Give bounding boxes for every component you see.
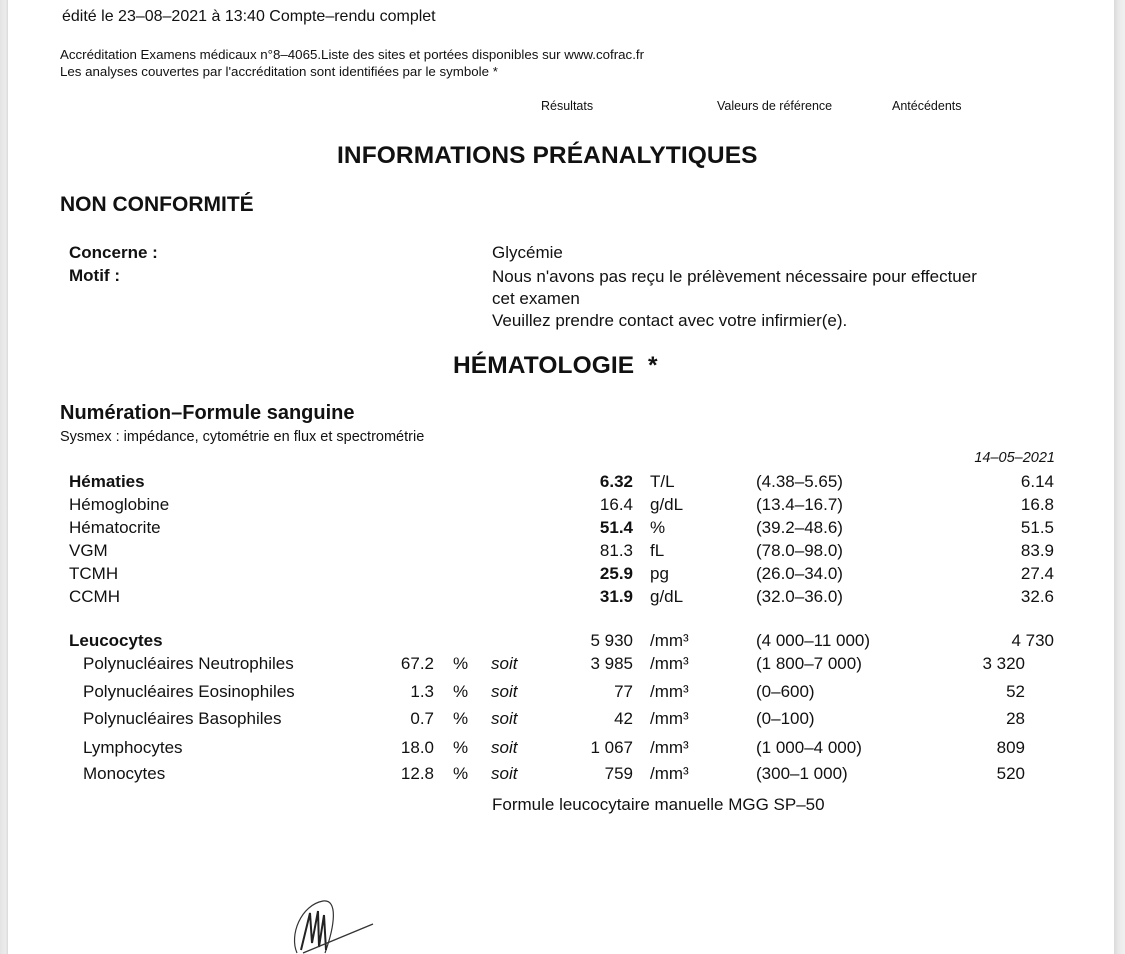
rbc-row-value: 81.3	[599, 541, 633, 560]
leucocytes-reference: (4 000–11 000)	[756, 631, 871, 650]
edited-timestamp: édité le 23–08–2021 à 13:40 Compte–rendu complet	[62, 8, 436, 25]
rbc-row-name: TCMH	[69, 564, 119, 583]
wbc-row-percent-unit: %	[453, 654, 469, 673]
viewer-scrollbar[interactable]	[1114, 0, 1125, 954]
rbc-row-value: 6.32	[599, 472, 633, 491]
wbc-row-percent: 18.0	[400, 738, 434, 757]
rbc-row-unit: fL	[650, 541, 665, 560]
wbc-row-reference: (1 800–7 000)	[756, 654, 862, 673]
wbc-row-percent-unit: %	[453, 764, 469, 783]
wbc-row-previous: 3 320	[982, 654, 1025, 673]
report-page	[8, 0, 1114, 954]
wbc-row-percent: 67.2	[400, 654, 434, 673]
wbc-row-previous: 809	[996, 738, 1025, 757]
rbc-row-previous: 6.14	[1020, 472, 1054, 491]
leucocytes-value: 5 930	[590, 631, 633, 650]
test-section-title: Numération–Formule sanguine	[60, 402, 355, 424]
rbc-row-previous: 83.9	[1020, 541, 1054, 560]
wbc-row-soit: soit	[491, 682, 518, 701]
rbc-row-reference: (4.38–5.65)	[756, 472, 843, 491]
wbc-row-percent: 0.7	[410, 709, 434, 728]
concerne-label: Concerne :	[69, 243, 158, 262]
section-title-hematology: HÉMATOLOGIE *	[453, 352, 658, 379]
wbc-row-soit: soit	[491, 654, 518, 673]
accreditation-line-2: Les analyses couvertes par l'accréditation sont identifiées par le symbole *	[60, 64, 498, 79]
motif-value	[492, 266, 977, 332]
motif-line-1: Nous n'avons pas reçu le prélèvement nécessaire pour effectuer	[492, 267, 977, 286]
rbc-row-unit: pg	[650, 564, 669, 583]
rbc-row-name: VGM	[69, 541, 108, 560]
wbc-row-name: Polynucléaires Basophiles	[83, 709, 282, 728]
rbc-row-name: Hématies	[69, 472, 145, 491]
wbc-row-reference: (0–100)	[756, 709, 815, 728]
leucocytes-name: Leucocytes	[69, 631, 163, 650]
wbc-row-value: 759	[604, 764, 633, 783]
signature	[283, 895, 383, 954]
motif-line-2: cet examen	[492, 289, 580, 308]
leucocytes-previous: 4 730	[1011, 631, 1054, 650]
rbc-row-name: Hématocrite	[69, 518, 161, 537]
signature-loop	[295, 901, 334, 953]
rbc-row-previous: 32.6	[1020, 587, 1054, 606]
wbc-row-reference: (1 000–4 000)	[756, 738, 862, 757]
wbc-row-reference: (300–1 000)	[756, 764, 848, 783]
wbc-row-reference: (0–600)	[756, 682, 815, 701]
column-header-results: Résultats	[541, 99, 594, 113]
accreditation-line-1: Accréditation Examens médicaux n°8–4065.Liste des sites et portées disponibles sur www.cofrac.fr	[60, 47, 645, 62]
subsection-title-non-conformity: NON CONFORMITÉ	[60, 193, 254, 216]
rbc-row-reference: (32.0–36.0)	[756, 587, 843, 606]
wbc-row-percent: 1.3	[410, 682, 434, 701]
wbc-row-name: Polynucléaires Neutrophiles	[83, 654, 294, 673]
rbc-row-unit: g/dL	[650, 587, 684, 606]
wbc-row-value: 77	[614, 682, 633, 701]
column-header-history: Antécédents	[892, 99, 962, 113]
wbc-row-name: Lymphocytes	[83, 738, 183, 757]
rbc-row-previous: 27.4	[1020, 564, 1054, 583]
wbc-row-percent-unit: %	[453, 682, 469, 701]
wbc-row-unit: /mm³	[650, 764, 689, 783]
wbc-row-unit: /mm³	[650, 654, 689, 673]
wbc-row-unit: /mm³	[650, 738, 689, 757]
accreditation-notice	[60, 46, 644, 80]
motif-label: Motif :	[69, 266, 120, 285]
rbc-row-reference: (26.0–34.0)	[756, 564, 843, 583]
wbc-row-soit: soit	[491, 738, 518, 757]
wbc-row-previous: 28	[1006, 709, 1025, 728]
section-title-preanalytic: INFORMATIONS PRÉANALYTIQUES	[337, 142, 758, 169]
wbc-row-value: 3 985	[590, 654, 633, 673]
wbc-row-soit: soit	[491, 709, 518, 728]
wbc-row-previous: 520	[996, 764, 1025, 783]
rbc-row-reference: (13.4–16.7)	[756, 495, 843, 514]
wbc-row-percent-unit: %	[453, 709, 469, 728]
wbc-row-unit: /mm³	[650, 709, 689, 728]
viewer-margin-left	[0, 0, 8, 954]
rbc-row-value: 16.4	[599, 495, 633, 514]
rbc-row-unit: g/dL	[650, 495, 684, 514]
rbc-row-previous: 51.5	[1020, 518, 1054, 537]
rbc-row-previous: 16.8	[1020, 495, 1054, 514]
formula-note: Formule leucocytaire manuelle MGG SP–50	[492, 795, 825, 814]
rbc-row-name: Hémoglobine	[69, 495, 170, 514]
wbc-row-value: 42	[614, 709, 633, 728]
wbc-row-name: Polynucléaires Eosinophiles	[83, 682, 295, 701]
rbc-row-value: 31.9	[599, 587, 633, 606]
rbc-row-name: CCMH	[69, 587, 120, 606]
concerne-value: Glycémie	[492, 243, 563, 262]
test-method: Sysmex : impédance, cytométrie en flux et spectrométrie	[60, 429, 425, 445]
rbc-row-unit: T/L	[650, 472, 675, 491]
wbc-row-soit: soit	[491, 764, 518, 783]
motif-line-3: Veuillez prendre contact avec votre infirmier(e).	[492, 311, 848, 330]
wbc-row-percent: 12.8	[400, 764, 434, 783]
rbc-row-value: 51.4	[599, 518, 633, 537]
rbc-row-reference: (78.0–98.0)	[756, 541, 843, 560]
leucocytes-unit: /mm³	[650, 631, 689, 650]
wbc-row-name: Monocytes	[83, 764, 166, 783]
column-header-reference: Valeurs de référence	[717, 99, 833, 113]
signature-letters	[301, 911, 326, 950]
wbc-row-unit: /mm³	[650, 682, 689, 701]
rbc-row-unit: %	[650, 518, 666, 537]
rbc-row-reference: (39.2–48.6)	[756, 518, 843, 537]
rbc-row-value: 25.9	[599, 564, 633, 583]
previous-date: 14–05–2021	[974, 450, 1055, 466]
wbc-row-previous: 52	[1006, 682, 1025, 701]
wbc-row-percent-unit: %	[453, 738, 469, 757]
wbc-row-value: 1 067	[590, 738, 633, 757]
